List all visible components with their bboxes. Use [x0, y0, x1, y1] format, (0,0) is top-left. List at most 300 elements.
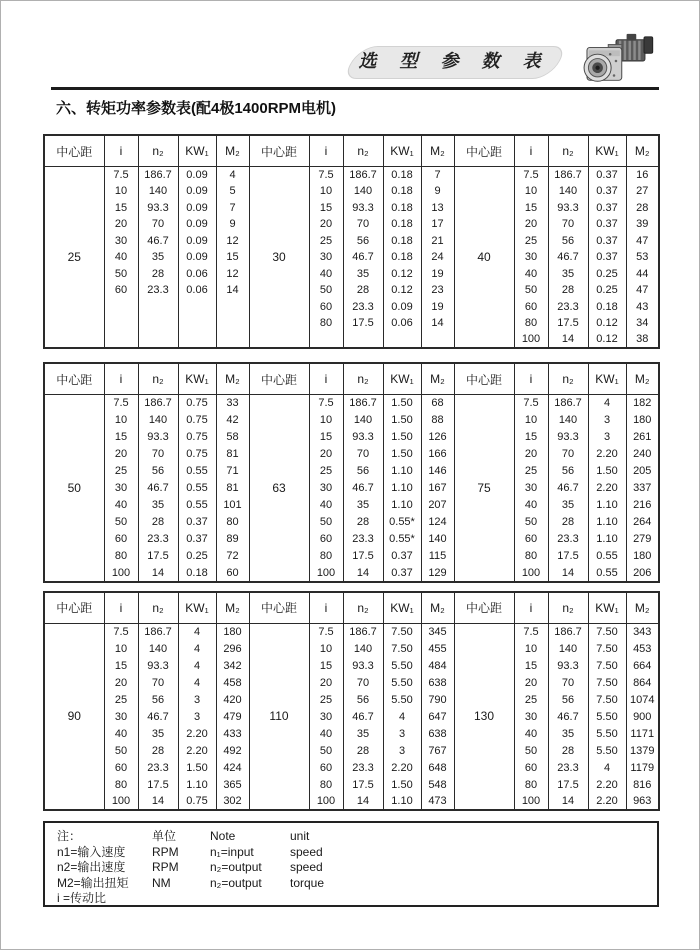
col-header-n2: n₂ — [138, 592, 178, 624]
cell-m2: 72 — [216, 548, 249, 565]
cell-i: 10 — [514, 412, 548, 429]
col-header-i: i — [104, 363, 138, 395]
cell-m2: 5 — [216, 183, 249, 200]
col-header-n2: n₂ — [343, 592, 383, 624]
cell-m2: 180 — [626, 548, 659, 565]
cell-i: 60 — [104, 282, 138, 299]
col-header-kw1: KW₁ — [588, 363, 626, 395]
cell-n2: 46.7 — [138, 708, 178, 725]
cell-kw1: 0.75 — [178, 395, 216, 412]
cell-i: 7.5 — [309, 167, 343, 184]
col-header-m2: M₂ — [421, 135, 454, 167]
note-cell: NM — [152, 875, 171, 890]
cell-i: 60 — [104, 531, 138, 548]
page-content — [1, 1, 699, 907]
cell-kw1: 4 — [178, 674, 216, 691]
table-row — [44, 531, 659, 548]
cell-m2: 963 — [626, 793, 659, 810]
cell-kw1: 1.10 — [588, 531, 626, 548]
cell-i: 7.5 — [104, 623, 138, 640]
cell-i: 10 — [514, 640, 548, 657]
col-header-kw1: KW₁ — [178, 135, 216, 167]
empty-cell — [216, 332, 249, 349]
center-distance-value: 130 — [454, 623, 514, 810]
cell-m2: 71 — [216, 463, 249, 480]
cell-kw1: 5.50 — [383, 657, 421, 674]
cell-n2: 70 — [343, 674, 383, 691]
cell-kw1: 0.37 — [383, 548, 421, 565]
cell-i: 30 — [309, 708, 343, 725]
cell-kw1: 5.50 — [588, 708, 626, 725]
cell-kw1: 0.55 — [178, 463, 216, 480]
cell-kw1: 0.18 — [383, 216, 421, 233]
cell-m2: 58 — [216, 429, 249, 446]
note-cell: i =传动比 — [57, 891, 107, 905]
table-row — [44, 249, 659, 266]
cell-m2: 4 — [216, 167, 249, 184]
cell-kw1: 0.12 — [588, 315, 626, 332]
table-row — [44, 640, 659, 657]
cell-i: 10 — [104, 640, 138, 657]
cell-i: 40 — [514, 497, 548, 514]
note-cell: 注： — [57, 829, 82, 843]
table-row — [44, 282, 659, 299]
center-distance-value: 50 — [44, 395, 104, 582]
cell-n2: 14 — [343, 793, 383, 810]
cell-m2: 80 — [216, 514, 249, 531]
empty-cell — [178, 299, 216, 316]
cell-m2: 27 — [626, 183, 659, 200]
cell-m2: 343 — [626, 623, 659, 640]
cell-kw1: 0.12 — [588, 332, 626, 349]
cell-kw1: 0.06 — [178, 282, 216, 299]
cell-kw1: 2.20 — [588, 776, 626, 793]
cell-n2: 14 — [138, 793, 178, 810]
cell-i: 7.5 — [514, 395, 548, 412]
cell-m2: 43 — [626, 299, 659, 316]
table-row — [44, 565, 659, 582]
cell-i: 30 — [309, 249, 343, 266]
cell-m2: 342 — [216, 657, 249, 674]
cell-m2: 664 — [626, 657, 659, 674]
cell-i: 50 — [514, 742, 548, 759]
cell-i: 30 — [309, 480, 343, 497]
cell-kw1: 0.25 — [588, 266, 626, 283]
cell-kw1: 0.09 — [383, 299, 421, 316]
table-row — [44, 332, 659, 349]
cell-n2: 140 — [548, 412, 588, 429]
cell-kw1: 0.37 — [588, 167, 626, 184]
cell-kw1: 4 — [178, 623, 216, 640]
table-row — [44, 183, 659, 200]
cell-n2: 28 — [138, 742, 178, 759]
empty-cell — [104, 315, 138, 332]
table-row — [44, 480, 659, 497]
cell-kw1: 5.50 — [383, 674, 421, 691]
cell-i: 30 — [104, 233, 138, 250]
table-row — [44, 395, 659, 412]
cell-n2: 140 — [138, 412, 178, 429]
cell-kw1: 0.75 — [178, 446, 216, 463]
col-header-center-distance: 中心距 — [454, 592, 514, 624]
cell-n2: 56 — [548, 463, 588, 480]
cell-kw1: 0.75 — [178, 412, 216, 429]
cell-i: 10 — [309, 412, 343, 429]
cell-i: 60 — [514, 299, 548, 316]
empty-cell — [343, 332, 383, 349]
col-header-kw1: KW₁ — [178, 363, 216, 395]
cell-m2: 182 — [626, 395, 659, 412]
cell-kw1: 5.50 — [383, 691, 421, 708]
cell-kw1: 0.09 — [178, 167, 216, 184]
cell-kw1: 0.09 — [178, 233, 216, 250]
cell-i: 20 — [514, 674, 548, 691]
cell-kw1: 2.20 — [178, 742, 216, 759]
cell-m2: 864 — [626, 674, 659, 691]
cell-n2: 70 — [138, 216, 178, 233]
cell-i: 40 — [309, 497, 343, 514]
cell-i: 80 — [104, 776, 138, 793]
cell-m2: 42 — [216, 412, 249, 429]
cell-kw1: 1.10 — [588, 514, 626, 531]
cell-kw1: 3 — [588, 412, 626, 429]
cell-kw1: 0.37 — [178, 514, 216, 531]
cell-i: 100 — [104, 565, 138, 582]
cell-n2: 17.5 — [343, 315, 383, 332]
col-header-m2: M₂ — [626, 592, 659, 624]
col-header-center-distance: 中心距 — [44, 363, 104, 395]
cell-m2: 337 — [626, 480, 659, 497]
cell-n2: 56 — [343, 233, 383, 250]
cell-i: 10 — [309, 640, 343, 657]
cell-n2: 70 — [138, 446, 178, 463]
cell-i: 40 — [309, 266, 343, 283]
cell-i: 50 — [514, 514, 548, 531]
cell-i: 50 — [104, 266, 138, 283]
cell-n2: 35 — [138, 249, 178, 266]
cell-i: 80 — [104, 548, 138, 565]
cell-n2: 186.7 — [138, 395, 178, 412]
cell-m2: 19 — [421, 266, 454, 283]
cell-m2: 261 — [626, 429, 659, 446]
col-header-center-distance: 中心距 — [249, 592, 309, 624]
cell-n2: 93.3 — [548, 200, 588, 217]
table-row — [44, 167, 659, 184]
cell-kw1: 0.18 — [178, 565, 216, 582]
table-row — [44, 674, 659, 691]
col-header-n2: n₂ — [548, 592, 588, 624]
cell-m2: 34 — [626, 315, 659, 332]
cell-n2: 35 — [548, 266, 588, 283]
cell-m2: 81 — [216, 480, 249, 497]
cell-kw1: 1.10 — [383, 480, 421, 497]
table-row — [44, 657, 659, 674]
cell-i: 50 — [514, 282, 548, 299]
cell-n2: 17.5 — [343, 776, 383, 793]
cell-n2: 23.3 — [548, 531, 588, 548]
table-row — [44, 776, 659, 793]
note-cell: RPM — [152, 844, 179, 859]
table-row — [44, 233, 659, 250]
cell-m2: 89 — [216, 531, 249, 548]
table-row — [44, 725, 659, 742]
param-table-1 — [43, 134, 660, 349]
cell-kw1: 0.09 — [178, 183, 216, 200]
cell-n2: 28 — [343, 282, 383, 299]
cell-kw1: 0.37 — [383, 565, 421, 582]
col-header-i: i — [514, 592, 548, 624]
cell-m2: 38 — [626, 332, 659, 349]
cell-n2: 70 — [138, 674, 178, 691]
cell-n2: 35 — [343, 725, 383, 742]
cell-kw1: 3 — [383, 742, 421, 759]
col-header-kw1: KW₁ — [588, 135, 626, 167]
table-row — [44, 742, 659, 759]
cell-n2: 35 — [548, 725, 588, 742]
center-distance-value: 110 — [249, 623, 309, 810]
cell-m2: 816 — [626, 776, 659, 793]
cell-m2: 345 — [421, 623, 454, 640]
cell-n2: 56 — [548, 691, 588, 708]
cell-i: 60 — [514, 759, 548, 776]
cell-n2: 140 — [548, 183, 588, 200]
cell-kw1: 0.75 — [178, 793, 216, 810]
cell-kw1: 3 — [383, 725, 421, 742]
cell-i: 15 — [104, 200, 138, 217]
center-distance-value: 75 — [454, 395, 514, 582]
cell-n2: 93.3 — [138, 657, 178, 674]
col-header-m2: M₂ — [626, 363, 659, 395]
cell-n2: 23.3 — [343, 531, 383, 548]
cell-n2: 28 — [548, 514, 588, 531]
cell-n2: 23.3 — [138, 282, 178, 299]
cell-n2: 23.3 — [548, 759, 588, 776]
col-header-n2: n₂ — [548, 135, 588, 167]
cell-kw1: 0.18 — [383, 183, 421, 200]
empty-cell — [383, 332, 421, 349]
cell-m2: 1171 — [626, 725, 659, 742]
cell-i: 7.5 — [104, 167, 138, 184]
cell-n2: 186.7 — [548, 167, 588, 184]
col-header-n2: n₂ — [343, 363, 383, 395]
cell-kw1: 0.18 — [383, 249, 421, 266]
cell-m2: 7 — [216, 200, 249, 217]
cell-m2: 205 — [626, 463, 659, 480]
cell-i: 40 — [104, 497, 138, 514]
cell-m2: 9 — [216, 216, 249, 233]
table-row — [44, 514, 659, 531]
cell-m2: 14 — [216, 282, 249, 299]
center-distance-value: 63 — [249, 395, 309, 582]
cell-n2: 70 — [548, 446, 588, 463]
cell-i: 100 — [514, 332, 548, 349]
note-row — [57, 860, 657, 876]
note-cell: n₂=output — [210, 875, 262, 890]
cell-m2: 33 — [216, 395, 249, 412]
cell-i: 15 — [104, 657, 138, 674]
cell-i: 100 — [514, 793, 548, 810]
cell-i: 20 — [514, 216, 548, 233]
cell-n2: 186.7 — [548, 395, 588, 412]
cell-kw1: 7.50 — [383, 623, 421, 640]
cell-m2: 453 — [626, 640, 659, 657]
cell-kw1: 0.37 — [588, 216, 626, 233]
cell-n2: 17.5 — [343, 548, 383, 565]
table-row — [44, 429, 659, 446]
cell-i: 100 — [309, 793, 343, 810]
cell-m2: 1074 — [626, 691, 659, 708]
cell-i: 40 — [309, 725, 343, 742]
cell-kw1: 0.09 — [178, 216, 216, 233]
cell-i: 80 — [309, 315, 343, 332]
note-row — [57, 845, 657, 861]
col-header-center-distance: 中心距 — [454, 135, 514, 167]
center-distance-value: 90 — [44, 623, 104, 810]
cell-n2: 56 — [343, 463, 383, 480]
cell-i: 30 — [514, 708, 548, 725]
cell-n2: 28 — [138, 266, 178, 283]
cell-i: 30 — [104, 480, 138, 497]
cell-i: 15 — [309, 429, 343, 446]
cell-kw1: 1.50 — [383, 446, 421, 463]
cell-kw1: 0.18 — [588, 299, 626, 316]
cell-kw1: 0.06 — [383, 315, 421, 332]
cell-i: 40 — [514, 266, 548, 283]
cell-kw1: 4 — [383, 708, 421, 725]
cell-i: 20 — [104, 674, 138, 691]
cell-m2: 47 — [626, 282, 659, 299]
col-header-kw1: KW₁ — [178, 592, 216, 624]
cell-kw1: 0.55* — [383, 514, 421, 531]
cell-n2: 28 — [548, 282, 588, 299]
cell-i: 25 — [104, 463, 138, 480]
cell-n2: 35 — [343, 266, 383, 283]
cell-kw1: 7.50 — [588, 691, 626, 708]
cell-i: 40 — [514, 725, 548, 742]
cell-kw1: 2.20 — [588, 793, 626, 810]
cell-m2: 424 — [216, 759, 249, 776]
cell-i: 10 — [104, 183, 138, 200]
cell-i: 15 — [309, 657, 343, 674]
cell-kw1: 2.20 — [178, 725, 216, 742]
cell-m2: 638 — [421, 725, 454, 742]
table-row — [44, 497, 659, 514]
note-cell: unit — [290, 829, 310, 843]
cell-n2: 46.7 — [343, 249, 383, 266]
cell-n2: 23.3 — [138, 531, 178, 548]
cell-kw1: 0.25 — [178, 548, 216, 565]
cell-i: 25 — [309, 463, 343, 480]
table-row — [44, 759, 659, 776]
tables-container — [43, 134, 657, 811]
col-header-i: i — [309, 363, 343, 395]
cell-m2: 15 — [216, 249, 249, 266]
center-distance-value: 25 — [44, 167, 104, 349]
cell-n2: 28 — [548, 742, 588, 759]
cell-i: 40 — [104, 725, 138, 742]
cell-i: 80 — [309, 548, 343, 565]
cell-i: 10 — [514, 183, 548, 200]
cell-m2: 647 — [421, 708, 454, 725]
cell-i: 10 — [104, 412, 138, 429]
cell-kw1: 3 — [178, 691, 216, 708]
banner-title: 选 型 参 数 表 — [358, 51, 550, 71]
cell-kw1: 1.50 — [588, 463, 626, 480]
cell-i: 50 — [309, 514, 343, 531]
cell-kw1: 0.55* — [383, 531, 421, 548]
param-table-3 — [43, 591, 660, 812]
cell-m2: 433 — [216, 725, 249, 742]
cell-i: 80 — [514, 548, 548, 565]
center-distance-value: 30 — [249, 167, 309, 349]
cell-kw1: 1.50 — [383, 395, 421, 412]
note-cell: M2=输出扭矩 — [57, 875, 129, 890]
col-header-center-distance: 中心距 — [44, 135, 104, 167]
cell-m2: 44 — [626, 266, 659, 283]
empty-cell — [421, 332, 454, 349]
cell-kw1: 0.18 — [383, 200, 421, 217]
section-title: 六、转矩功率参数表(配4极1400RPM电机) — [56, 100, 337, 117]
empty-cell — [216, 299, 249, 316]
table-row — [44, 793, 659, 810]
cell-m2: 206 — [626, 565, 659, 582]
cell-m2: 14 — [421, 315, 454, 332]
col-header-center-distance: 中心距 — [249, 363, 309, 395]
cell-m2: 39 — [626, 216, 659, 233]
table-row — [44, 708, 659, 725]
cell-kw1: 0.37 — [588, 200, 626, 217]
empty-cell — [178, 315, 216, 332]
cell-m2: 17 — [421, 216, 454, 233]
cell-kw1: 0.55 — [178, 480, 216, 497]
cell-n2: 14 — [343, 565, 383, 582]
table-row — [44, 315, 659, 332]
col-header-m2: M₂ — [421, 363, 454, 395]
cell-m2: 53 — [626, 249, 659, 266]
cell-kw1: 1.10 — [383, 463, 421, 480]
cell-i: 30 — [104, 708, 138, 725]
col-header-center-distance: 中心距 — [454, 363, 514, 395]
cell-n2: 140 — [138, 640, 178, 657]
cell-kw1: 0.12 — [383, 282, 421, 299]
cell-m2: 296 — [216, 640, 249, 657]
cell-n2: 46.7 — [138, 480, 178, 497]
cell-n2: 140 — [138, 183, 178, 200]
cell-i: 25 — [514, 233, 548, 250]
cell-kw1: 1.10 — [383, 497, 421, 514]
cell-i: 20 — [104, 216, 138, 233]
empty-cell — [309, 332, 343, 349]
note-cell: speed — [290, 860, 323, 874]
cell-m2: 180 — [216, 623, 249, 640]
cell-kw1: 0.09 — [178, 200, 216, 217]
cell-m2: 479 — [216, 708, 249, 725]
cell-i: 50 — [104, 514, 138, 531]
cell-i: 20 — [309, 674, 343, 691]
cell-i: 50 — [104, 742, 138, 759]
col-header-kw1: KW₁ — [383, 592, 421, 624]
cell-m2: 129 — [421, 565, 454, 582]
cell-m2: 492 — [216, 742, 249, 759]
cell-n2: 56 — [343, 691, 383, 708]
cell-kw1: 7.50 — [588, 623, 626, 640]
cell-m2: 9 — [421, 183, 454, 200]
cell-m2: 279 — [626, 531, 659, 548]
empty-cell — [104, 332, 138, 349]
cell-n2: 93.3 — [343, 657, 383, 674]
cell-m2: 216 — [626, 497, 659, 514]
cell-m2: 19 — [421, 299, 454, 316]
